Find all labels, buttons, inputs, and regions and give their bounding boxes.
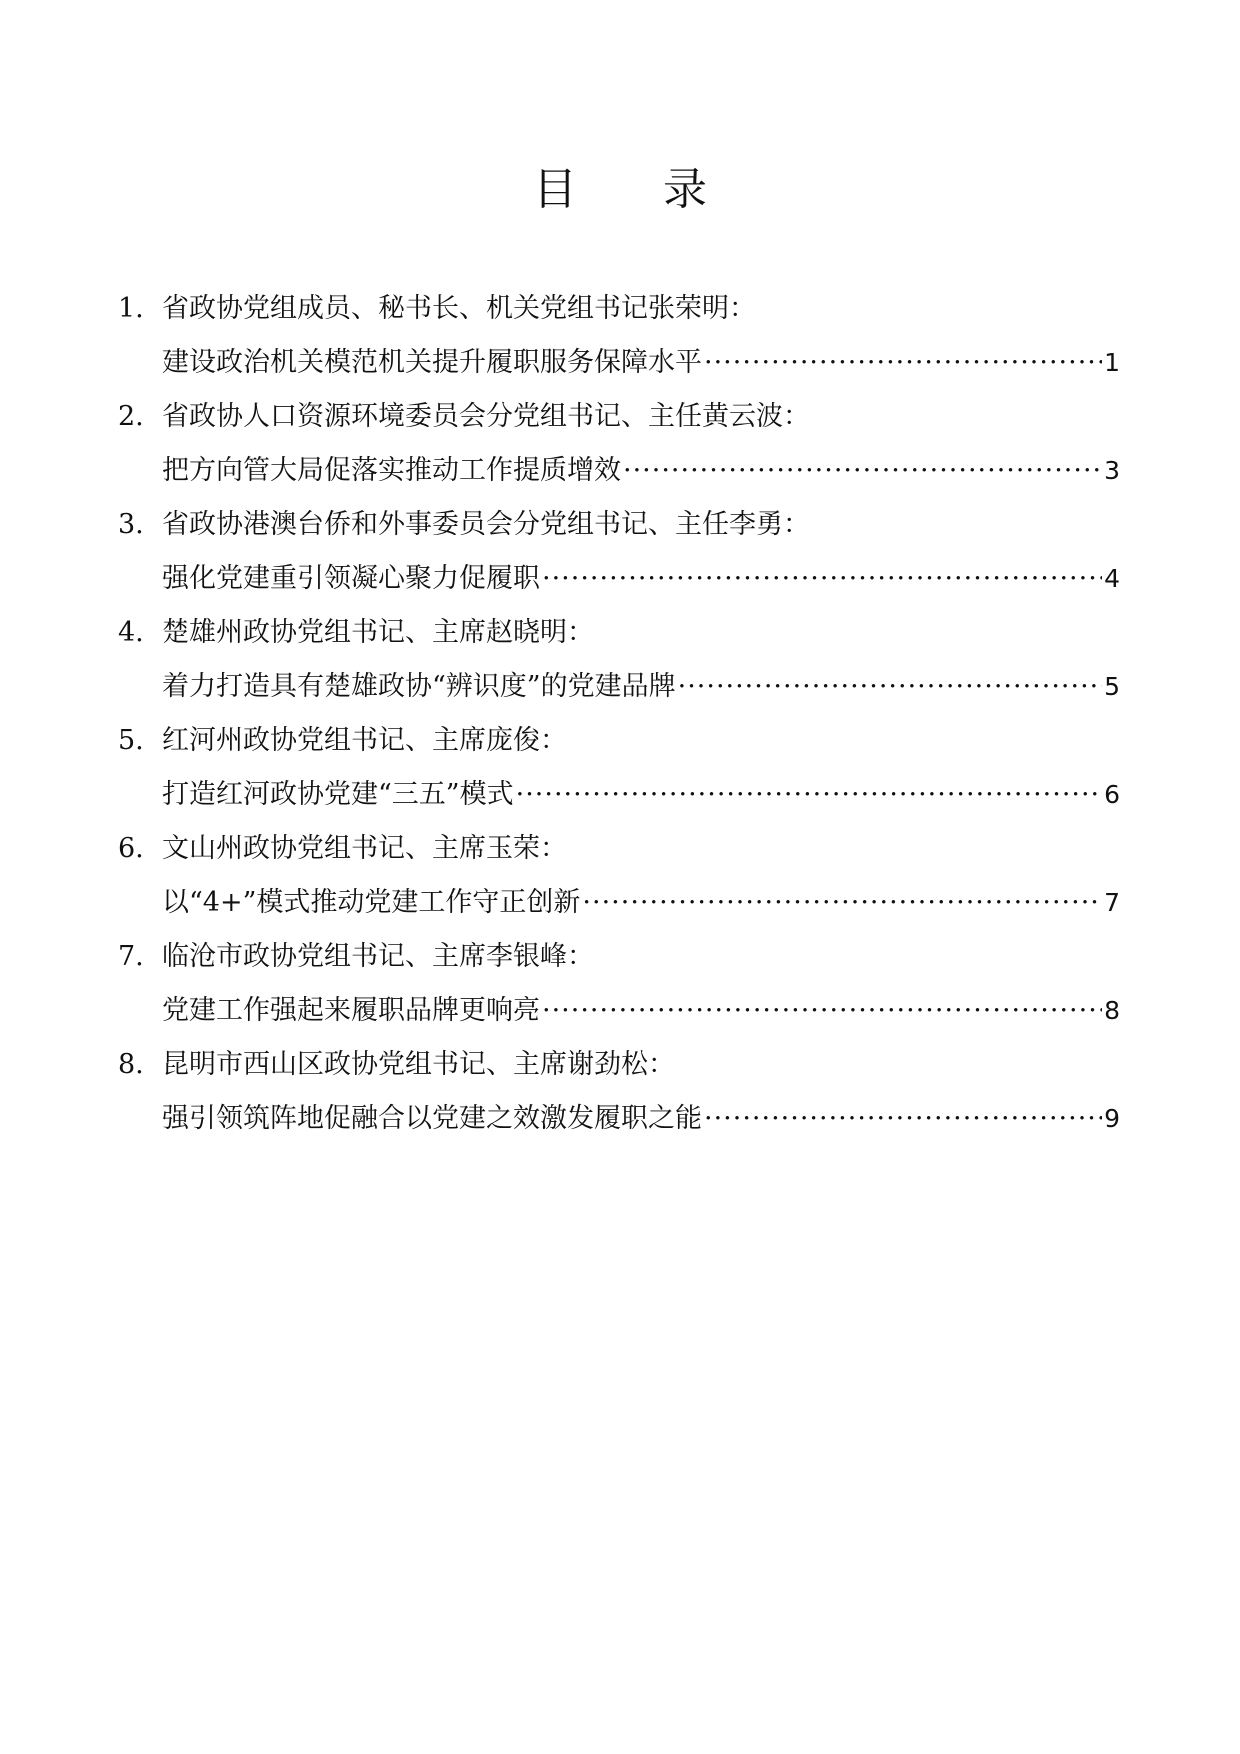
dot-leader bbox=[623, 444, 1102, 498]
toc-entry-2 bbox=[118, 390, 1120, 498]
toc-entry-number: 6. bbox=[118, 833, 144, 864]
toc-entry-heading bbox=[118, 390, 1120, 444]
dot-leader bbox=[704, 1092, 1102, 1146]
toc-entry-8 bbox=[118, 1038, 1120, 1146]
toc-entry-link[interactable] bbox=[162, 876, 1120, 930]
toc-entry-number: 8. bbox=[118, 1049, 144, 1080]
page-title: 目 录 bbox=[533, 164, 743, 215]
toc-entry-title: 以“4+”模式推动党建工作守正创新 bbox=[162, 887, 581, 918]
toc-entry-page-number: 4 bbox=[1104, 564, 1120, 593]
toc-entry-title: 强化党建重引领凝心聚力促履职 bbox=[162, 563, 540, 594]
toc-entry-heading bbox=[118, 498, 1120, 552]
toc-entry-page-number: 8 bbox=[1104, 996, 1120, 1025]
toc-entry-title: 建设政治机关模范机关提升履职服务保障水平 bbox=[162, 347, 702, 378]
toc-entry-6 bbox=[118, 822, 1120, 930]
toc-entry-title: 打造红河政协党建“三五”模式 bbox=[162, 779, 514, 810]
dot-leader bbox=[704, 336, 1102, 390]
dot-leader bbox=[582, 876, 1102, 930]
toc-entry-number: 5. bbox=[118, 725, 144, 756]
toc-entry-speaker: 省政协党组成员、秘书长、机关党组书记张荣明： bbox=[162, 293, 756, 324]
toc-entry-link[interactable] bbox=[162, 552, 1120, 606]
toc-entry-7 bbox=[118, 930, 1120, 1038]
toc-entry-title: 强引领筑阵地促融合以党建之效激发履职之能 bbox=[162, 1103, 702, 1134]
toc-entry-page-number: 5 bbox=[1104, 672, 1120, 701]
toc-entry-link[interactable] bbox=[162, 444, 1120, 498]
toc-entry-page-number: 3 bbox=[1104, 456, 1120, 485]
toc-entry-speaker: 省政协港澳台侨和外事委员会分党组书记、主任李勇： bbox=[162, 509, 810, 540]
toc-entry-heading bbox=[118, 282, 1120, 336]
dot-leader bbox=[542, 984, 1102, 1038]
toc-entry-speaker: 红河州政协党组书记、主席庞俊： bbox=[162, 725, 567, 756]
toc-entry-page-number: 9 bbox=[1104, 1104, 1120, 1133]
toc-entry-link[interactable] bbox=[162, 336, 1120, 390]
toc-entry-heading bbox=[118, 822, 1120, 876]
toc-entry-page-number: 7 bbox=[1104, 888, 1120, 917]
toc-entry-number: 7. bbox=[118, 941, 144, 972]
toc-entry-title: 把方向管大局促落实推动工作提质增效 bbox=[162, 455, 621, 486]
toc-entry-speaker: 临沧市政协党组书记、主席李银峰： bbox=[162, 941, 594, 972]
toc-entry-title: 党建工作强起来履职品牌更响亮 bbox=[162, 995, 540, 1026]
toc-entry-number: 2. bbox=[118, 401, 144, 432]
dot-leader bbox=[542, 552, 1102, 606]
toc-entry-page-number: 1 bbox=[1104, 348, 1120, 377]
toc-entry-4 bbox=[118, 606, 1120, 714]
toc-entry-3 bbox=[118, 498, 1120, 606]
toc-entry-page-number: 6 bbox=[1104, 780, 1120, 809]
toc-entry-number: 1. bbox=[118, 293, 144, 324]
toc-entry-link[interactable] bbox=[162, 1092, 1120, 1146]
toc-entry-heading bbox=[118, 1038, 1120, 1092]
toc-entry-speaker: 省政协人口资源环境委员会分党组书记、主任黄云波： bbox=[162, 401, 810, 432]
toc-entry-link[interactable] bbox=[162, 768, 1120, 822]
toc-entry-heading bbox=[118, 714, 1120, 768]
toc-entry-speaker: 文山州政协党组书记、主席玉荣： bbox=[162, 833, 567, 864]
dot-leader bbox=[678, 660, 1102, 714]
dot-leader bbox=[516, 768, 1102, 822]
toc-entry-1 bbox=[118, 282, 1120, 390]
toc-entry-number: 4. bbox=[118, 617, 144, 648]
toc-entry-link[interactable] bbox=[162, 984, 1120, 1038]
toc-entry-heading bbox=[118, 606, 1120, 660]
toc-entry-heading bbox=[118, 930, 1120, 984]
toc-entry-number: 3. bbox=[118, 509, 144, 540]
toc-entry-speaker: 昆明市西山区政协党组书记、主席谢劲松： bbox=[162, 1049, 675, 1080]
toc-entry-5 bbox=[118, 714, 1120, 822]
toc-entry-speaker: 楚雄州政协党组书记、主席赵晓明： bbox=[162, 617, 594, 648]
toc-entry-link[interactable] bbox=[162, 660, 1120, 714]
toc-entry-title: 着力打造具有楚雄政协“辨识度”的党建品牌 bbox=[162, 671, 676, 702]
table-of-contents bbox=[118, 282, 1120, 1146]
